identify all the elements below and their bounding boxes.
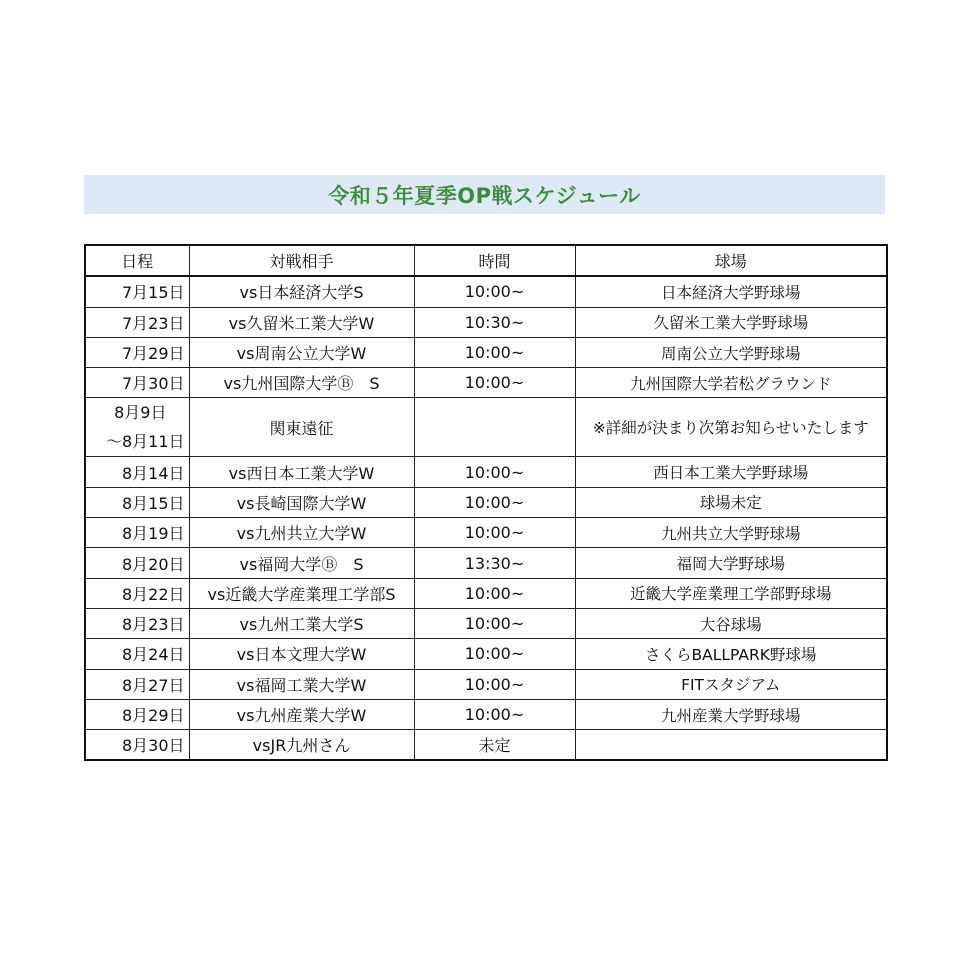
title-banner xyxy=(84,175,885,214)
cell-opponent: vs福岡大学Ⓑ S xyxy=(189,548,414,578)
cell-date: 8月15日 xyxy=(85,487,189,517)
cell-time xyxy=(414,398,575,457)
cell-time: 未定 xyxy=(414,730,575,761)
table-row xyxy=(85,548,887,578)
cell-venue: 九州産業大学野球場 xyxy=(575,699,887,729)
cell-opponent: vs九州工業大学S xyxy=(189,608,414,638)
cell-venue: FITスタジアム xyxy=(575,669,887,699)
cell-venue: さくらBALLPARK野球場 xyxy=(575,639,887,669)
table-header-row xyxy=(85,245,887,276)
cell-time: 10:00~ xyxy=(414,337,575,367)
table-row xyxy=(85,337,887,367)
cell-time: 10:00~ xyxy=(414,578,575,608)
cell-time: 10:00~ xyxy=(414,518,575,548)
cell-venue: 西日本工業大学野球場 xyxy=(575,457,887,487)
cell-date: 8月30日 xyxy=(85,730,189,761)
cell-time: 10:00~ xyxy=(414,639,575,669)
cell-date: 7月30日 xyxy=(85,368,189,398)
date-range-start: 8月9日 xyxy=(114,403,167,423)
page-title: 令和５年夏季OP戦スケジュール xyxy=(328,183,641,208)
cell-date-range xyxy=(85,398,189,457)
cell-date: 8月19日 xyxy=(85,518,189,548)
cell-opponent: vs久留米工業大学W xyxy=(189,307,414,337)
header-time: 時間 xyxy=(414,245,575,276)
table-row xyxy=(85,398,887,457)
table-row xyxy=(85,307,887,337)
cell-date: 8月14日 xyxy=(85,457,189,487)
cell-opponent: 関東遠征 xyxy=(189,398,414,457)
cell-date: 8月27日 xyxy=(85,669,189,699)
cell-opponent: vs長崎国際大学W xyxy=(189,487,414,517)
cell-date: 7月15日 xyxy=(85,276,189,307)
cell-opponent: vs九州産業大学W xyxy=(189,699,414,729)
cell-date: 8月23日 xyxy=(85,608,189,638)
cell-venue xyxy=(575,730,887,761)
cell-opponent: vs日本経済大学S xyxy=(189,276,414,307)
cell-venue: 福岡大学野球場 xyxy=(575,548,887,578)
header-date: 日程 xyxy=(85,245,189,276)
header-opponent: 対戦相手 xyxy=(189,245,414,276)
cell-opponent: vs近畿大学産業理工学部S xyxy=(189,578,414,608)
table-row xyxy=(85,730,887,761)
cell-venue: 周南公立大学野球場 xyxy=(575,337,887,367)
cell-time: 10:30~ xyxy=(414,307,575,337)
table-row xyxy=(85,457,887,487)
cell-time: 10:00~ xyxy=(414,699,575,729)
cell-opponent: vs周南公立大学W xyxy=(189,337,414,367)
date-range-end: ～8月11日 xyxy=(105,432,185,452)
table-row xyxy=(85,669,887,699)
cell-time: 10:00~ xyxy=(414,608,575,638)
cell-venue: 球場未定 xyxy=(575,487,887,517)
cell-date: 8月22日 xyxy=(85,578,189,608)
table-row xyxy=(85,578,887,608)
cell-time: 13:30~ xyxy=(414,548,575,578)
cell-opponent: vs福岡工業大学W xyxy=(189,669,414,699)
table-row xyxy=(85,639,887,669)
table-row xyxy=(85,368,887,398)
cell-opponent: vs西日本工業大学W xyxy=(189,457,414,487)
cell-date: 8月24日 xyxy=(85,639,189,669)
cell-date: 7月29日 xyxy=(85,337,189,367)
cell-time: 10:00~ xyxy=(414,487,575,517)
cell-date: 8月20日 xyxy=(85,548,189,578)
cell-time: 10:00~ xyxy=(414,368,575,398)
cell-time: 10:00~ xyxy=(414,669,575,699)
table-row xyxy=(85,276,887,307)
cell-date: 8月29日 xyxy=(85,699,189,729)
cell-time: 10:00~ xyxy=(414,276,575,307)
cell-date: 7月23日 xyxy=(85,307,189,337)
header-venue: 球場 xyxy=(575,245,887,276)
cell-venue: 九州共立大学野球場 xyxy=(575,518,887,548)
cell-time: 10:00~ xyxy=(414,457,575,487)
cell-venue: 大谷球場 xyxy=(575,608,887,638)
table-row xyxy=(85,487,887,517)
cell-venue: 日本経済大学野球場 xyxy=(575,276,887,307)
cell-venue: ※詳細が決まり次第お知らせいたします xyxy=(575,398,887,457)
cell-opponent: vs九州共立大学W xyxy=(189,518,414,548)
table-row xyxy=(85,699,887,729)
schedule-table xyxy=(84,244,888,761)
table-row xyxy=(85,608,887,638)
cell-opponent: vs九州国際大学Ⓑ S xyxy=(189,368,414,398)
cell-opponent: vs日本文理大学W xyxy=(189,639,414,669)
cell-venue: 九州国際大学若松グラウンド xyxy=(575,368,887,398)
table-row xyxy=(85,518,887,548)
cell-venue: 久留米工業大学野球場 xyxy=(575,307,887,337)
cell-opponent: vsJR九州さん xyxy=(189,730,414,761)
cell-venue: 近畿大学産業理工学部野球場 xyxy=(575,578,887,608)
